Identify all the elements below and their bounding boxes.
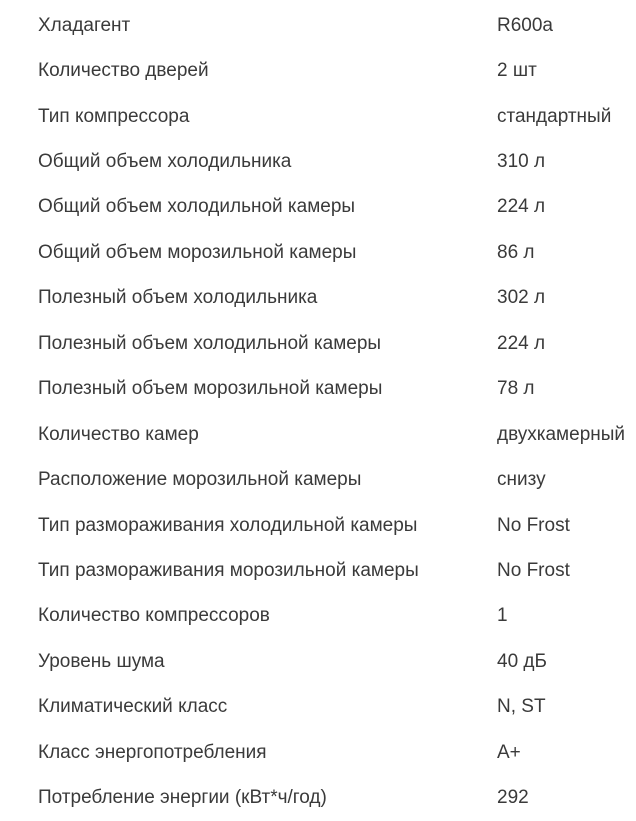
spec-label: Тип размораживания морозильной камеры	[38, 559, 419, 581]
spec-value: 224 л	[497, 332, 546, 354]
spec-row-freezer-defrost-type	[0, 548, 636, 593]
spec-row-freezer-position	[0, 457, 636, 502]
spec-label: Тип размораживания холодильной камеры	[38, 514, 418, 536]
spec-row-compressor-type	[0, 94, 636, 139]
spec-row-freezer-usable-volume	[0, 367, 636, 412]
spec-row-usable-volume	[0, 276, 636, 321]
spec-label: Полезный объем холодильной камеры	[38, 332, 382, 354]
spec-label: Количество дверей	[38, 60, 209, 82]
spec-label: Тип компрессора	[38, 105, 190, 127]
spec-row-fridge-usable-volume	[0, 321, 636, 366]
spec-row-fridge-total-volume	[0, 185, 636, 230]
spec-row-refrigerant	[0, 3, 636, 48]
spec-value: 1	[497, 605, 508, 627]
spec-label: Количество компрессоров	[38, 605, 270, 627]
spec-row-total-volume	[0, 139, 636, 184]
spec-label: Общий объем холодильной камеры	[38, 196, 356, 218]
spec-row-fridge-defrost-type	[0, 503, 636, 548]
spec-value: N, ST	[497, 696, 546, 718]
spec-row-freezer-total-volume	[0, 230, 636, 275]
spec-value: 78 л	[497, 378, 535, 400]
spec-value: 292	[497, 787, 529, 809]
spec-value: No Frost	[497, 514, 570, 536]
spec-label: Полезный объем морозильной камеры	[38, 378, 383, 400]
spec-label: Полезный объем холодильника	[38, 287, 318, 309]
spec-label: Общий объем холодильника	[38, 151, 292, 173]
spec-row-compressor-count	[0, 594, 636, 639]
spec-row-energy-consumption	[0, 775, 636, 820]
spec-value: No Frost	[497, 559, 570, 581]
spec-label: Потребление энергии (кВт*ч/год)	[38, 787, 327, 809]
spec-table	[0, 3, 636, 821]
spec-row-door-count	[0, 48, 636, 93]
spec-row-energy-class	[0, 730, 636, 775]
spec-value: 302 л	[497, 287, 546, 309]
spec-row-noise-level	[0, 639, 636, 684]
spec-value: двухкамерный	[497, 423, 626, 445]
spec-label: Расположение морозильной камеры	[38, 469, 362, 491]
spec-label: Уровень шума	[38, 650, 165, 672]
spec-row-climate-class	[0, 685, 636, 730]
spec-label: Хладагент	[38, 14, 131, 36]
spec-value: 310 л	[497, 151, 546, 173]
spec-value: 2 шт	[497, 60, 537, 82]
spec-label: Климатический класс	[38, 696, 228, 718]
spec-value: R600a	[497, 14, 553, 36]
spec-label: Общий объем морозильной камеры	[38, 241, 357, 263]
spec-value: стандартный	[497, 105, 612, 127]
spec-value: снизу	[497, 469, 546, 491]
spec-value: 86 л	[497, 241, 535, 263]
spec-value: 224 л	[497, 196, 546, 218]
spec-row-chamber-count	[0, 412, 636, 457]
spec-value: 40 дБ	[497, 650, 547, 672]
spec-label: Количество камер	[38, 423, 199, 445]
spec-label: Класс энергопотребления	[38, 741, 267, 763]
spec-value: A+	[497, 741, 521, 763]
